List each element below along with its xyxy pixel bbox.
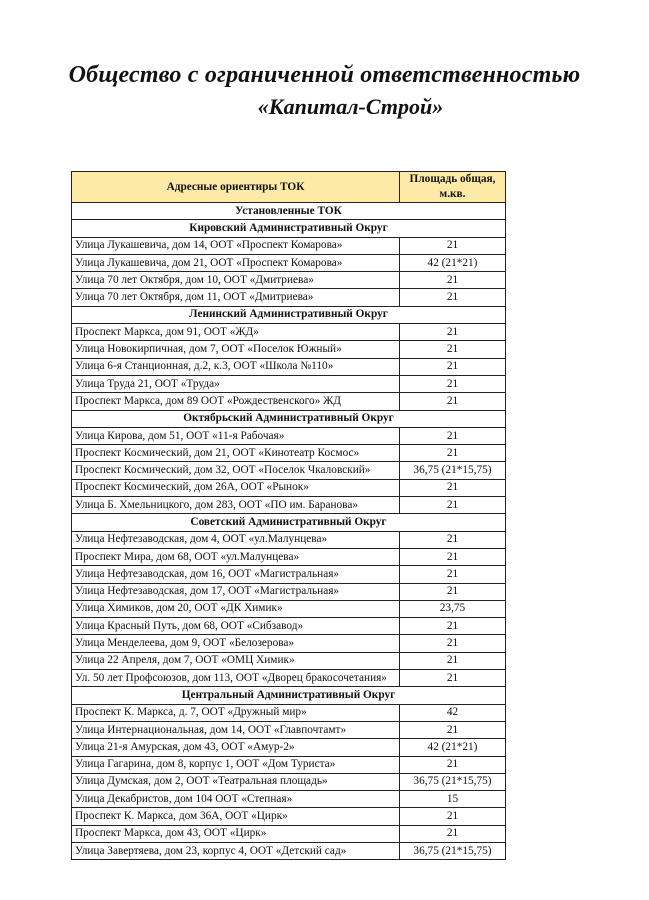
table-row: [72, 254, 506, 271]
address-cell: Улица Новокирпичная, дом 7, ООТ «Поселок Южный»: [72, 341, 400, 358]
table-row: [72, 358, 506, 375]
address-cell: Улица Кирова, дом 51, ООТ «11-я Рабочая»: [72, 427, 400, 444]
area-cell: 36,75 (21*15,75): [400, 773, 506, 790]
table-row: [72, 566, 506, 583]
address-cell: Проспект Маркса, дом 91, ООТ «ЖД»: [72, 324, 400, 341]
area-cell: 21: [400, 583, 506, 600]
address-cell: Улица Труда 21, ООТ «Труда»: [72, 375, 400, 392]
table-row: [72, 289, 506, 306]
table-row: [72, 618, 506, 635]
area-cell: 21: [400, 756, 506, 773]
area-cell: 21: [400, 618, 506, 635]
address-cell: Улица 21-я Амурская, дом 43, ООТ «Амур-2»: [72, 739, 400, 756]
district-header-row: [72, 410, 506, 427]
district-header-row: [72, 220, 506, 237]
table-row: [72, 652, 506, 669]
address-cell: Проспект К. Маркса, дом 36А, ООТ «Цирк»: [72, 808, 400, 825]
table-row: [72, 497, 506, 514]
area-cell: 21: [400, 427, 506, 444]
address-cell: Улица Нефтезаводская, дом 4, ООТ «ул.Малунцева»: [72, 531, 400, 548]
address-cell: Улица Б. Хмельницкого, дом 283, ООТ «ПО им. Баранова»: [72, 497, 400, 514]
district-name: Октябрьский Административный Округ: [72, 410, 506, 427]
address-cell: Улица Красный Путь, дом 68, ООТ «Сибзавод»: [72, 618, 400, 635]
company-title-line2: «Капитал-Строй»: [257, 94, 444, 119]
table-row: [72, 237, 506, 254]
district-header-row: [72, 687, 506, 704]
area-cell: 21: [400, 497, 506, 514]
table-row: [72, 739, 506, 756]
area-cell: 23,75: [400, 600, 506, 617]
address-cell: Проспект Космический, дом 26А, ООТ «Рынок»: [72, 479, 400, 496]
table-row: [72, 393, 506, 410]
table-row: [72, 583, 506, 600]
area-cell: 21: [400, 652, 506, 669]
area-cell: 21: [400, 358, 506, 375]
address-cell: Улица Думская, дом 2, ООТ «Театральная площадь»: [72, 773, 400, 790]
district-name: Центральный Административный Округ: [72, 687, 506, 704]
table-row: [72, 375, 506, 392]
table-row: [72, 600, 506, 617]
installed-row: [72, 203, 506, 220]
district-name: Кировский Административный Округ: [72, 220, 506, 237]
area-cell: 21: [400, 341, 506, 358]
address-cell: Улица 6-я Станционная, д.2, к.3, ООТ «Школа №110»: [72, 358, 400, 375]
address-cell: Ул. 50 лет Профсоюзов, дом 113, ООТ «Дворец бракосочетания»: [72, 670, 400, 687]
area-cell: 21: [400, 808, 506, 825]
table-row: [72, 825, 506, 842]
header-address: Адресные ориентиры ТОК: [72, 172, 400, 203]
area-cell: 15: [400, 791, 506, 808]
table-row: [72, 773, 506, 790]
address-cell: Проспект Маркса, дом 89 ООТ «Рождественского» ЖД: [72, 393, 400, 410]
table-row: [72, 808, 506, 825]
table-row: [72, 427, 506, 444]
area-cell: 21: [400, 721, 506, 738]
table-body: [72, 203, 506, 860]
district-header-row: [72, 514, 506, 531]
area-cell: 21: [400, 566, 506, 583]
table-row: [72, 791, 506, 808]
table-row: [72, 704, 506, 721]
tok-table: [71, 171, 506, 860]
table-row: [72, 479, 506, 496]
address-cell: Проспект Космический, дом 21, ООТ «Кинотеатр Космос»: [72, 445, 400, 462]
area-cell: 21: [400, 272, 506, 289]
area-cell: 21: [400, 479, 506, 496]
table-row: [72, 721, 506, 738]
area-cell: 21: [400, 670, 506, 687]
address-cell: Улица Лукашевича, дом 21, ООТ «Проспект Комарова»: [72, 254, 400, 271]
header-area: Площадь общая, м.кв.: [400, 172, 506, 203]
area-cell: 36,75 (21*15,75): [400, 842, 506, 859]
table-row: [72, 341, 506, 358]
area-cell: 21: [400, 324, 506, 341]
table-row: [72, 531, 506, 548]
address-cell: Проспект К. Маркса, д. 7, ООТ «Дружный мир»: [72, 704, 400, 721]
address-cell: Улица Гагарина, дом 8, корпус 1, ООТ «Дом Туриста»: [72, 756, 400, 773]
table-row: [72, 548, 506, 565]
address-cell: Проспект Мира, дом 68, ООТ «ул.Малунцева»: [72, 548, 400, 565]
area-cell: 42: [400, 704, 506, 721]
table-header-row: [72, 172, 506, 203]
installed-label: Установленные ТОК: [72, 203, 506, 220]
table-row: [72, 324, 506, 341]
address-cell: Улица 70 лет Октября, дом 11, ООТ «Дмитриева»: [72, 289, 400, 306]
district-name: Советский Административный Округ: [72, 514, 506, 531]
area-cell: 21: [400, 375, 506, 392]
address-cell: Улица Нефтезаводская, дом 17, ООТ «Магистральная»: [72, 583, 400, 600]
area-cell: 42 (21*21): [400, 254, 506, 271]
area-cell: 21: [400, 531, 506, 548]
address-cell: Улица Нефтезаводская, дом 16, ООТ «Магистральная»: [72, 566, 400, 583]
district-name: Ленинский Административный Округ: [72, 306, 506, 323]
address-cell: Улица Менделеева, дом 9, ООТ «Белозерова»: [72, 635, 400, 652]
address-cell: Улица 22 Апреля, дом 7, ООТ «ОМЦ Химик»: [72, 652, 400, 669]
district-header-row: [72, 306, 506, 323]
area-cell: 36,75 (21*15,75): [400, 462, 506, 479]
address-cell: Улица Завертяева, дом 23, корпус 4, ООТ «Детский сад»: [72, 842, 400, 859]
address-cell: Улица Декабристов, дом 104 ООТ «Степная»: [72, 791, 400, 808]
area-cell: 21: [400, 635, 506, 652]
company-title-line1: Общество с ограниченной ответственностью: [68, 62, 581, 88]
area-cell: 21: [400, 548, 506, 565]
area-cell: 42 (21*21): [400, 739, 506, 756]
table-row: [72, 635, 506, 652]
table-row: [72, 272, 506, 289]
address-cell: Улица Интернациональная, дом 14, ООТ «Главпочтамт»: [72, 721, 400, 738]
area-cell: 21: [400, 393, 506, 410]
address-cell: Проспект Космический, дом 32, ООТ «Поселок Чкаловский»: [72, 462, 400, 479]
area-cell: 21: [400, 237, 506, 254]
table-row: [72, 445, 506, 462]
address-cell: Улица 70 лет Октября, дом 10, ООТ «Дмитриева»: [72, 272, 400, 289]
table-row: [72, 842, 506, 859]
area-cell: 21: [400, 289, 506, 306]
table-row: [72, 462, 506, 479]
address-cell: Улица Химиков, дом 20, ООТ «ДК Химик»: [72, 600, 400, 617]
area-cell: 21: [400, 825, 506, 842]
table-row: [72, 670, 506, 687]
address-cell: Улица Лукашевича, дом 14, ООТ «Проспект Комарова»: [72, 237, 400, 254]
area-cell: 21: [400, 445, 506, 462]
address-cell: Проспект Маркса, дом 43, ООТ «Цирк»: [72, 825, 400, 842]
table-row: [72, 756, 506, 773]
